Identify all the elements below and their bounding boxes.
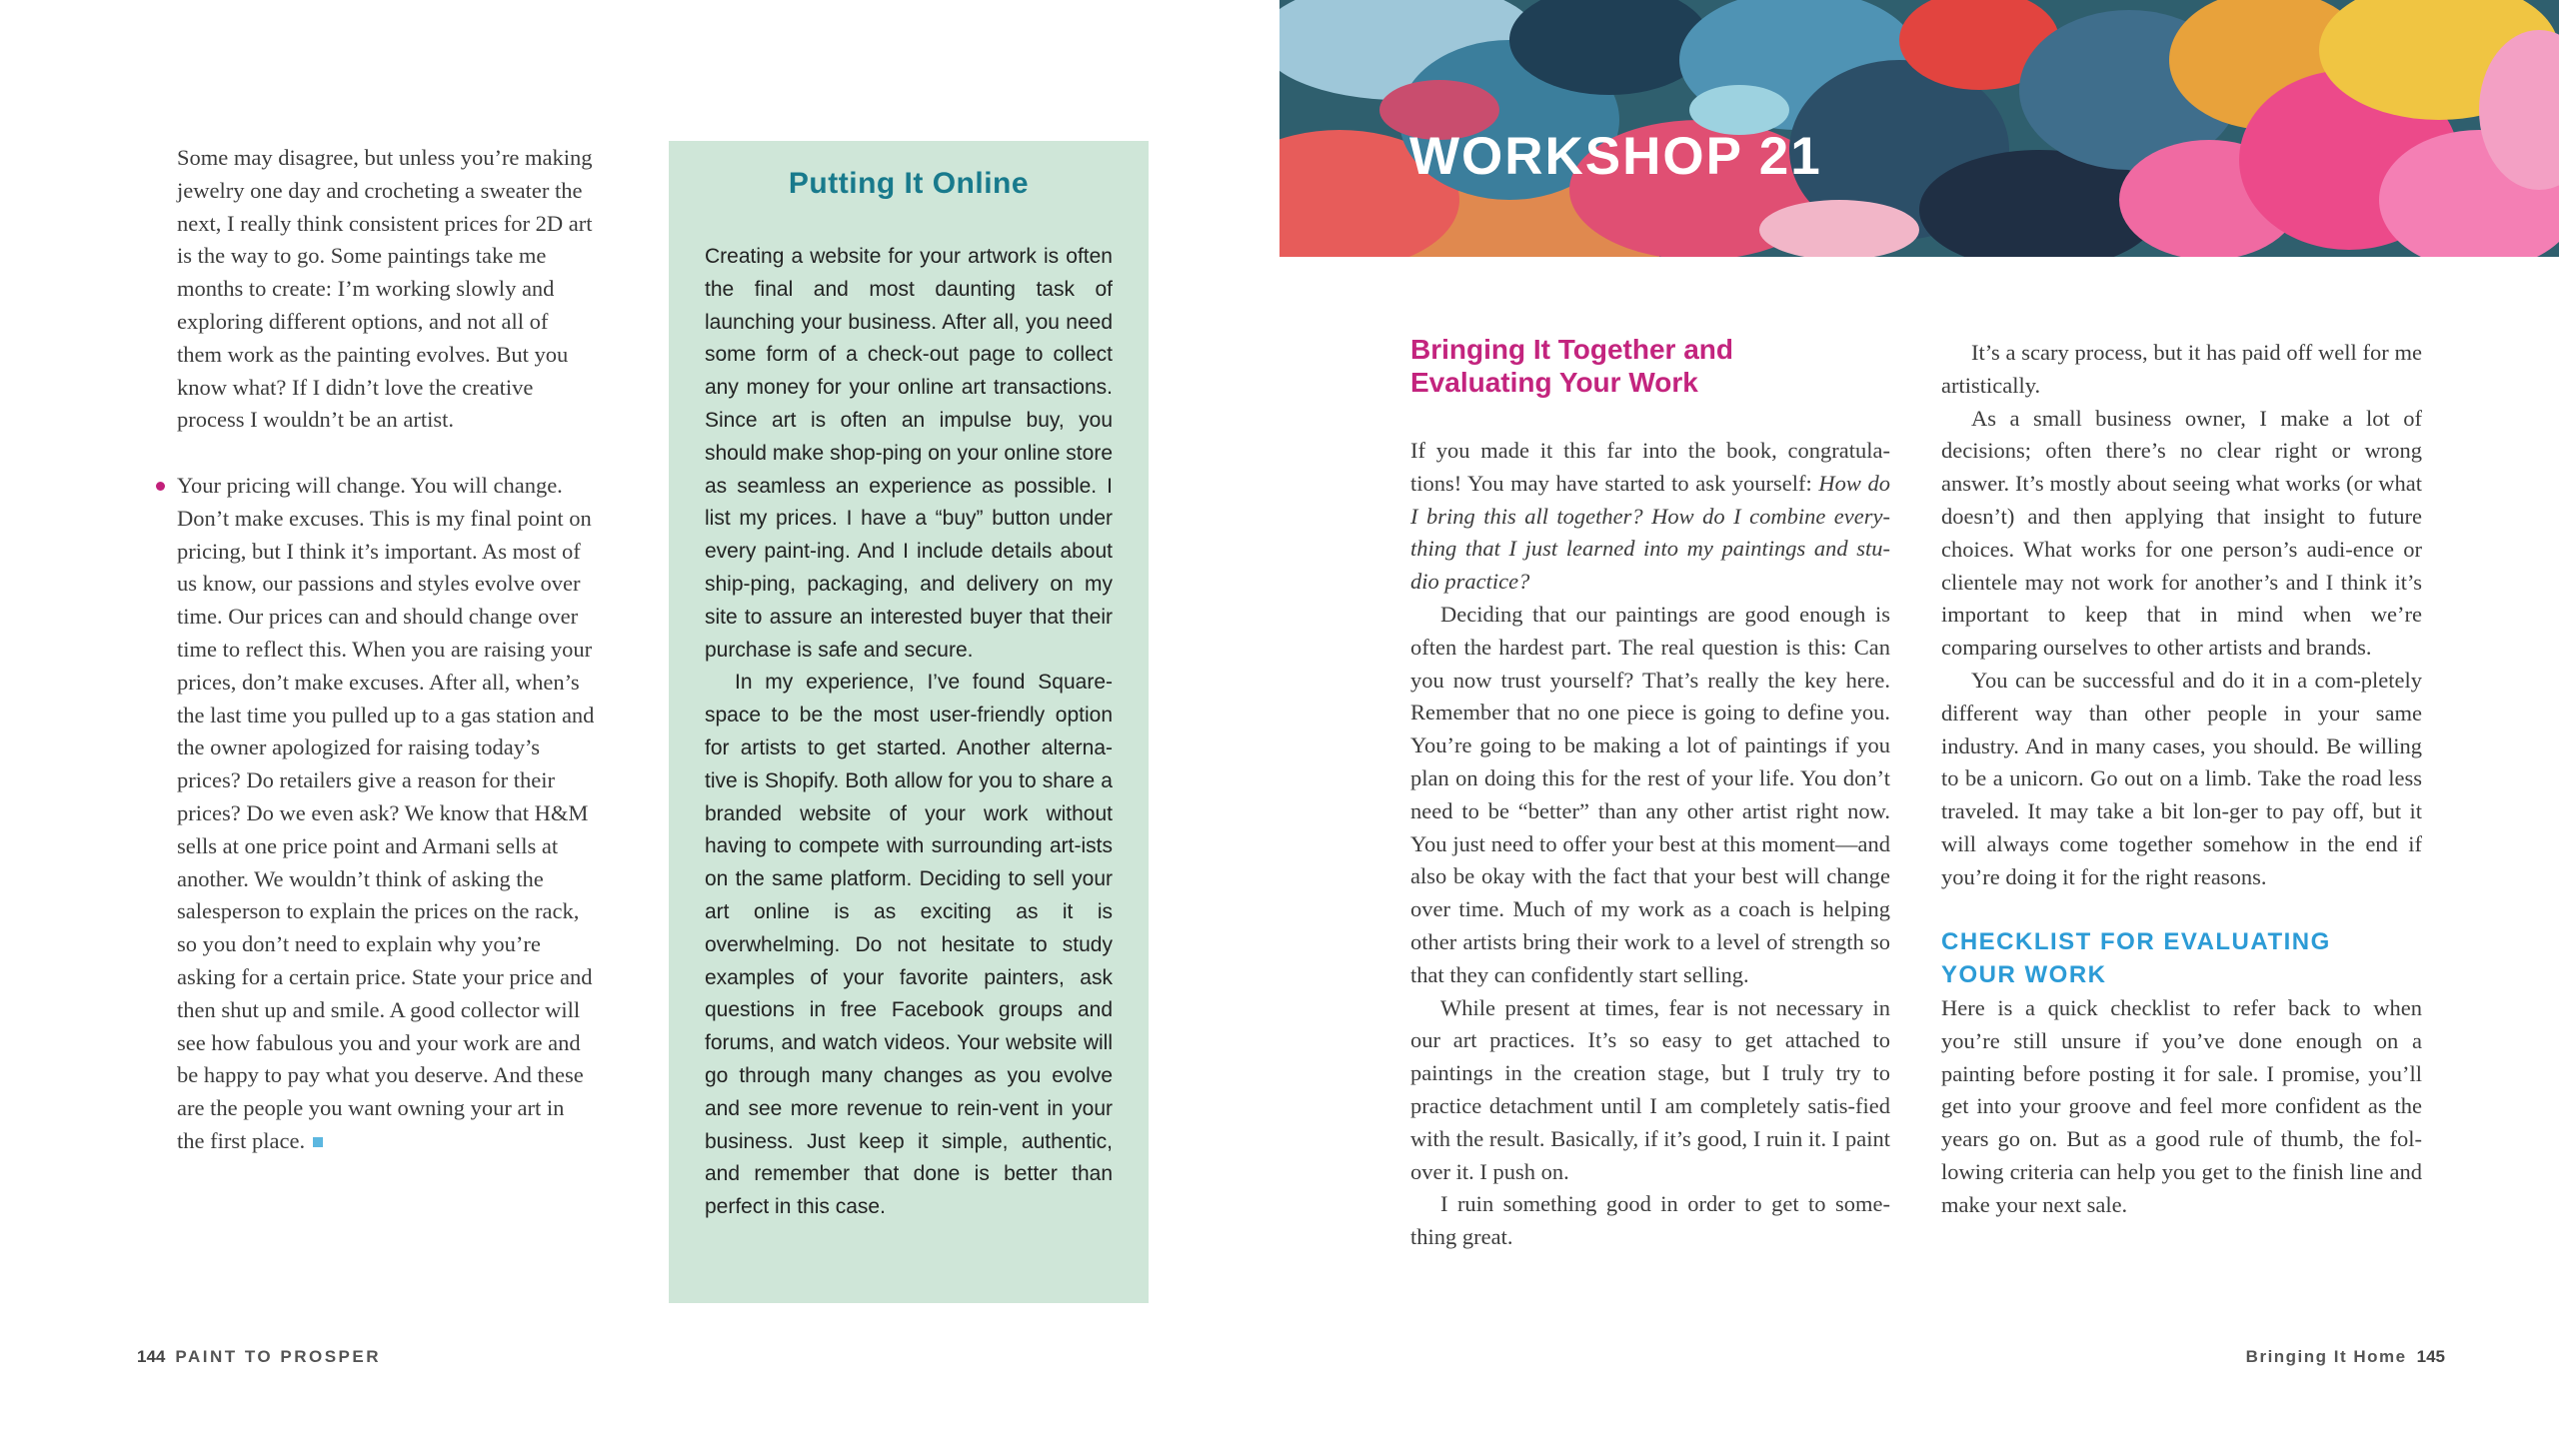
workshop-title: WORKSHOP 21 <box>1409 127 1822 186</box>
bullet-text: Your pricing will change. You will change. Don’t make excuses. This is my final point on pricing, but I think it’s important. As most of us know, our passions and styles evolve over time. Our prices can and should change over time to reflect this. When you are raising your prices, don’t make excuses. After all, when’s the last time you pulled up to a gas station and the owner apologized for raising today’s prices? Do retailers give a reason for their prices? Do we even ask? We know that H&M sells at one price point and Armani sells at another. We wouldn’t think of asking the salesperson to explain the prices on the rack, so you don’t need to explain why you’re asking for a certain price. State your price and then shut up and smile. A good collector will see how fabulous you and your work are and be happy to pay what you deserve. And these are the people you want owning your art in the first place. <box>177 472 595 1153</box>
page-number-left: 144 <box>137 1347 166 1366</box>
paragraph <box>1410 435 1890 599</box>
paragraph: I ruin something good in order to get to some-thing great. <box>1410 1191 1890 1250</box>
running-head-left: PAINT TO PROSPER <box>175 1347 381 1366</box>
left-paragraph: Some may disagree, but unless you’re making jewelry one day and crocheting a sweater the next, I really think consistent prices for 2D art is the way to go. Some paintings take me months to create: I’m working slowly and exploring different options, and not all of them work as the painting evolves. But you know what? If I didn’t love the creative process I wouldn’t be an artist. <box>177 145 593 433</box>
footer-right <box>2235 1347 2445 1367</box>
sidebar-box <box>669 141 1149 1303</box>
left-page-text <box>177 142 597 1158</box>
end-mark-square-icon <box>313 1137 323 1147</box>
page-number-right: 145 <box>2416 1347 2445 1366</box>
paragraph-text: If you made it this far into the book, congratula-tions! You may have started to ask yourself: <box>1410 438 1890 496</box>
sidebar-paragraph: Creating a website for your artwork is often the final and most daunting task of launching your business. After all, you need some form of a check-out page to collect any money for your online art transactions. Since art is often an impulse buy, you should make shop-ping on your online store as seamless an experience as possible. I list my prices. I have a “buy” button under every paint-ing. And I include details about ship-ping, packaging, and delivery on my site to assure an interested buyer that their purchase is safe and secure. <box>705 245 1113 662</box>
right-page-column-2 <box>1941 337 2422 1222</box>
right-page-column-1 <box>1410 435 1890 1254</box>
paragraph: You can be successful and do it in a com-pletely different way than other people in your same industry. And in many cases, you should. Be willing to be a unicorn. Go out on a limb. Take the road less traveled. It may take a bit lon-ger to pay off, but it will always come together somehow in the end if you’re doing it for the right reasons. <box>1941 667 2422 889</box>
paragraph: Here is a quick checklist to refer back to when you’re still unsure if you’ve done enough on a painting before posting it for sale. I promise, you’ll get into your groove and feel more confident as the years go on. But as a good rule of thumb, the fol-lowing criteria can help you get to the finish line and make your next sale. <box>1941 994 2422 1217</box>
paragraph: While present at times, fear is not necessary in our art practices. It’s so easy to get attached to paintings in the creation stage, but I truly try to practice detachment until I am completely satis-fied with the result. Basically, if it’s good, I ruin it. I paint over it. I push on. <box>1410 994 1890 1184</box>
sidebar-paragraph: In my experience, I’ve found Square-space to be the most user-friendly option for artists to get started. Another alterna-tive is Shopify. Both allow for you to share a branded website of your work without having to compete with surrounding art-ists on the same platform. Deciding to sell your art online is as exciting as it is overwhelming. Do not hesitate to study examples of your favorite painters, ask questions in free Facebook groups and forums, and watch videos. Your website will go through many changes as you evolve and see more revenue to rein-vent in your business. Just keep it simple, authentic, and remember that done is better than perfect in this case. <box>705 671 1113 1219</box>
bullet-dot-icon <box>156 482 165 491</box>
paragraph-italic-text: How do I bring this all together? How do I combine every-thing that I just learned into my paintings and stu-dio practice? <box>1410 470 1890 595</box>
pricing-bullet-item <box>177 470 597 1158</box>
paragraph: As a small business owner, I make a lot of decisions; often there’s no clear right or wrong answer. It’s mostly about seeing what works (or what doesn’t) and then applying that insight to future choices. What works for one person’s audi-ence or clientele may not work for another’s and I think it’s important to keep that in mind when we’re comparing ourselves to other artists and brands. <box>1941 405 2422 661</box>
footer-left <box>137 1347 381 1367</box>
sidebar-title: Putting It Online <box>788 167 1030 200</box>
running-head-right: Bringing It Home <box>2245 1347 2407 1366</box>
paragraph: Deciding that our paintings are good enough is often the hardest part. The real question is this: Can you now trust yourself? That’s really the key here. Remember that no one piece is going to define you. You’re going to be making a lot of paintings if you plan on doing this for the rest of your life. You don’t need to be “better” than any other artist right now. You just need to offer your best at this moment—and also be okay with the fact that your best will change over time. Much of my work as a coach is helping other artists bring their work to a level of strength so that they can confidently start selling. <box>1410 601 1890 987</box>
paragraph: It’s a scary process, but it has paid off well for me artistically. <box>1941 340 2422 398</box>
section-heading: Bringing It Together and Evaluating Your Work <box>1410 334 1734 398</box>
sidebar-body <box>705 241 1113 1224</box>
checklist-heading: CHECKLIST FOR EVALUATING YOUR WORK <box>1941 928 2331 989</box>
